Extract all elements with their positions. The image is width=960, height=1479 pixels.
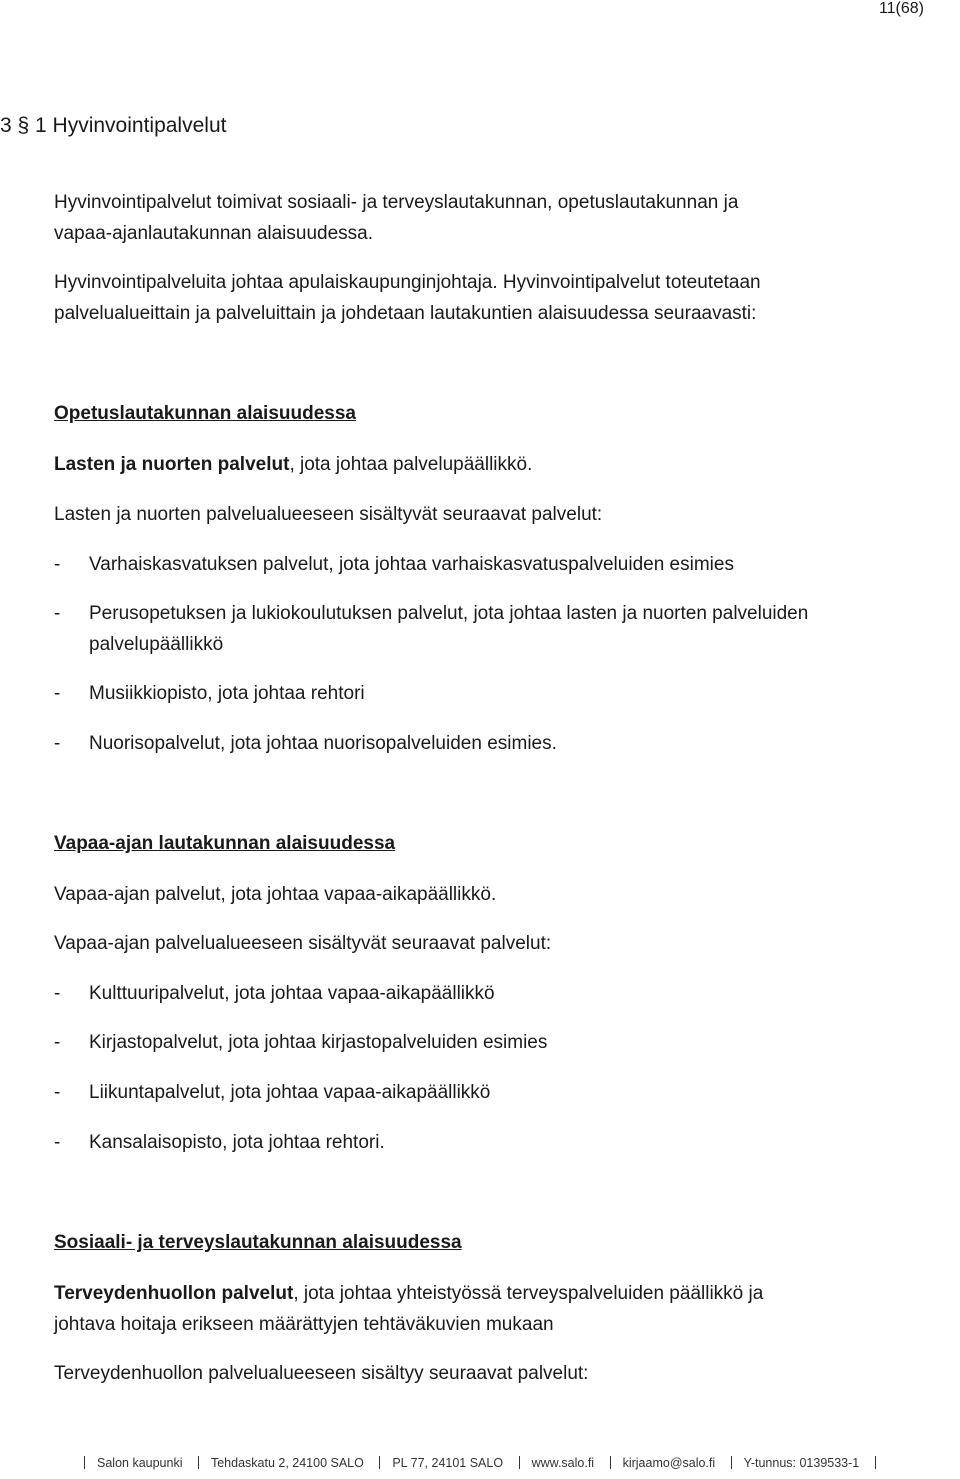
list-item: [54, 1027, 547, 1058]
list-item-text: Perusopetuksen ja lukiokoulutuksen palvelut, jota johtaa lasten ja nuorten palveluiden: [89, 603, 809, 624]
list-item-text: Kulttuuripalvelut, jota johtaa vapaa-aikapäällikkö: [89, 983, 495, 1004]
sote-lead-line2: johtava hoitaja erikseen määrättyjen tehtäväkuvien mukaan: [54, 1314, 554, 1335]
footer-address: Tehdaskatu 2, 24100 SALO: [210, 1456, 364, 1470]
sote-lead-rest: , jota johtaa yhteistyössä terveyspalveluiden päällikkö ja: [293, 1283, 764, 1304]
footer-business-id: Y-tunnus: 0139533-1: [743, 1456, 860, 1470]
opetus-lead: [54, 449, 532, 480]
opetus-lead-bold: Lasten ja nuorten palvelut: [54, 454, 290, 475]
footer-separator: [198, 1456, 199, 1469]
sote-intro: Terveydenhuollon palvelualueeseen sisältyy seuraavat palvelut:: [54, 1363, 589, 1384]
footer-separator: [84, 1456, 85, 1469]
opetus-lead-rest: , jota johtaa palvelupäällikkö.: [289, 454, 533, 475]
dash-marker: -: [54, 1132, 61, 1153]
sote-lead-bold: Terveydenhuollon palvelut: [54, 1283, 294, 1304]
intro-line: vapaa-ajanlautakunnan alaisuudessa.: [54, 223, 374, 244]
page-number: 11(68): [878, 0, 924, 17]
footer-org: Salon kaupunki: [97, 1456, 183, 1470]
list-item: [54, 598, 808, 629]
footer-separator: [731, 1456, 732, 1469]
list-item: [54, 1127, 385, 1158]
intro-line: palvelualueittain ja palveluittain ja johdetaan lautakuntien alaisuudessa seuraavasti:: [54, 303, 757, 324]
list-item-text: Kirjastopalvelut, jota johtaa kirjastopalveluiden esimies: [89, 1032, 548, 1053]
list-item-text: Liikuntapalvelut, jota johtaa vapaa-aikapäällikkö: [89, 1082, 491, 1103]
list-item: [54, 728, 557, 759]
list-item-text: Musiikkiopisto, jota johtaa rehtori: [89, 683, 365, 704]
footer: [72, 1456, 892, 1470]
dash-marker: -: [54, 1082, 61, 1103]
footer-separator: [610, 1456, 611, 1469]
list-item-text: Kansalaisopisto, jota johtaa rehtori.: [89, 1132, 385, 1153]
vapaa-lead: Vapaa-ajan palvelut, jota johtaa vapaa-aikapäällikkö.: [54, 884, 497, 905]
footer-po-box: PL 77, 24101 SALO: [392, 1456, 504, 1470]
dash-marker: -: [54, 554, 61, 575]
list-item: [54, 678, 365, 709]
list-item-continuation: palvelupäällikkö: [89, 634, 224, 655]
vapaa-intro: Vapaa-ajan palvelualueeseen sisältyvät seuraavat palvelut:: [54, 933, 552, 954]
list-item: [54, 549, 734, 580]
list-item-text: Nuorisopalvelut, jota johtaa nuorisopalveluiden esimies.: [89, 733, 557, 754]
section-title: 3 § 1 Hyvinvointipalvelut: [0, 114, 227, 137]
intro-line: Hyvinvointipalveluita johtaa apulaiskaupunginjohtaja. Hyvinvointipalvelut toteutetaan: [54, 272, 761, 293]
intro-line: Hyvinvointipalvelut toimivat sosiaali- ja terveyslautakunnan, opetuslautakunnan ja: [54, 192, 739, 213]
dash-marker: -: [54, 603, 61, 624]
footer-separator: [379, 1456, 380, 1469]
list-item: [54, 1077, 490, 1108]
list-item: [54, 978, 495, 1009]
sote-heading: Sosiaali- ja terveyslautakunnan alaisuudessa: [54, 1232, 462, 1253]
opetus-heading: Opetuslautakunnan alaisuudessa: [54, 403, 356, 424]
list-item-text: Varhaiskasvatuksen palvelut, jota johtaa varhaiskasvatuspalveluiden esimies: [89, 554, 734, 575]
vapaa-heading: Vapaa-ajan lautakunnan alaisuudessa: [54, 833, 396, 854]
footer-email-link[interactable]: kirjaamo@salo.fi: [622, 1456, 716, 1470]
opetus-intro: Lasten ja nuorten palvelualueeseen sisältyvät seuraavat palvelut:: [54, 504, 603, 525]
footer-separator: [875, 1456, 876, 1469]
dash-marker: -: [54, 983, 61, 1004]
dash-marker: -: [54, 733, 61, 754]
dash-marker: -: [54, 1032, 61, 1053]
sote-lead: [54, 1278, 763, 1309]
footer-separator: [519, 1456, 520, 1469]
dash-marker: -: [54, 683, 61, 704]
footer-website-link[interactable]: www.salo.fi: [531, 1456, 595, 1470]
